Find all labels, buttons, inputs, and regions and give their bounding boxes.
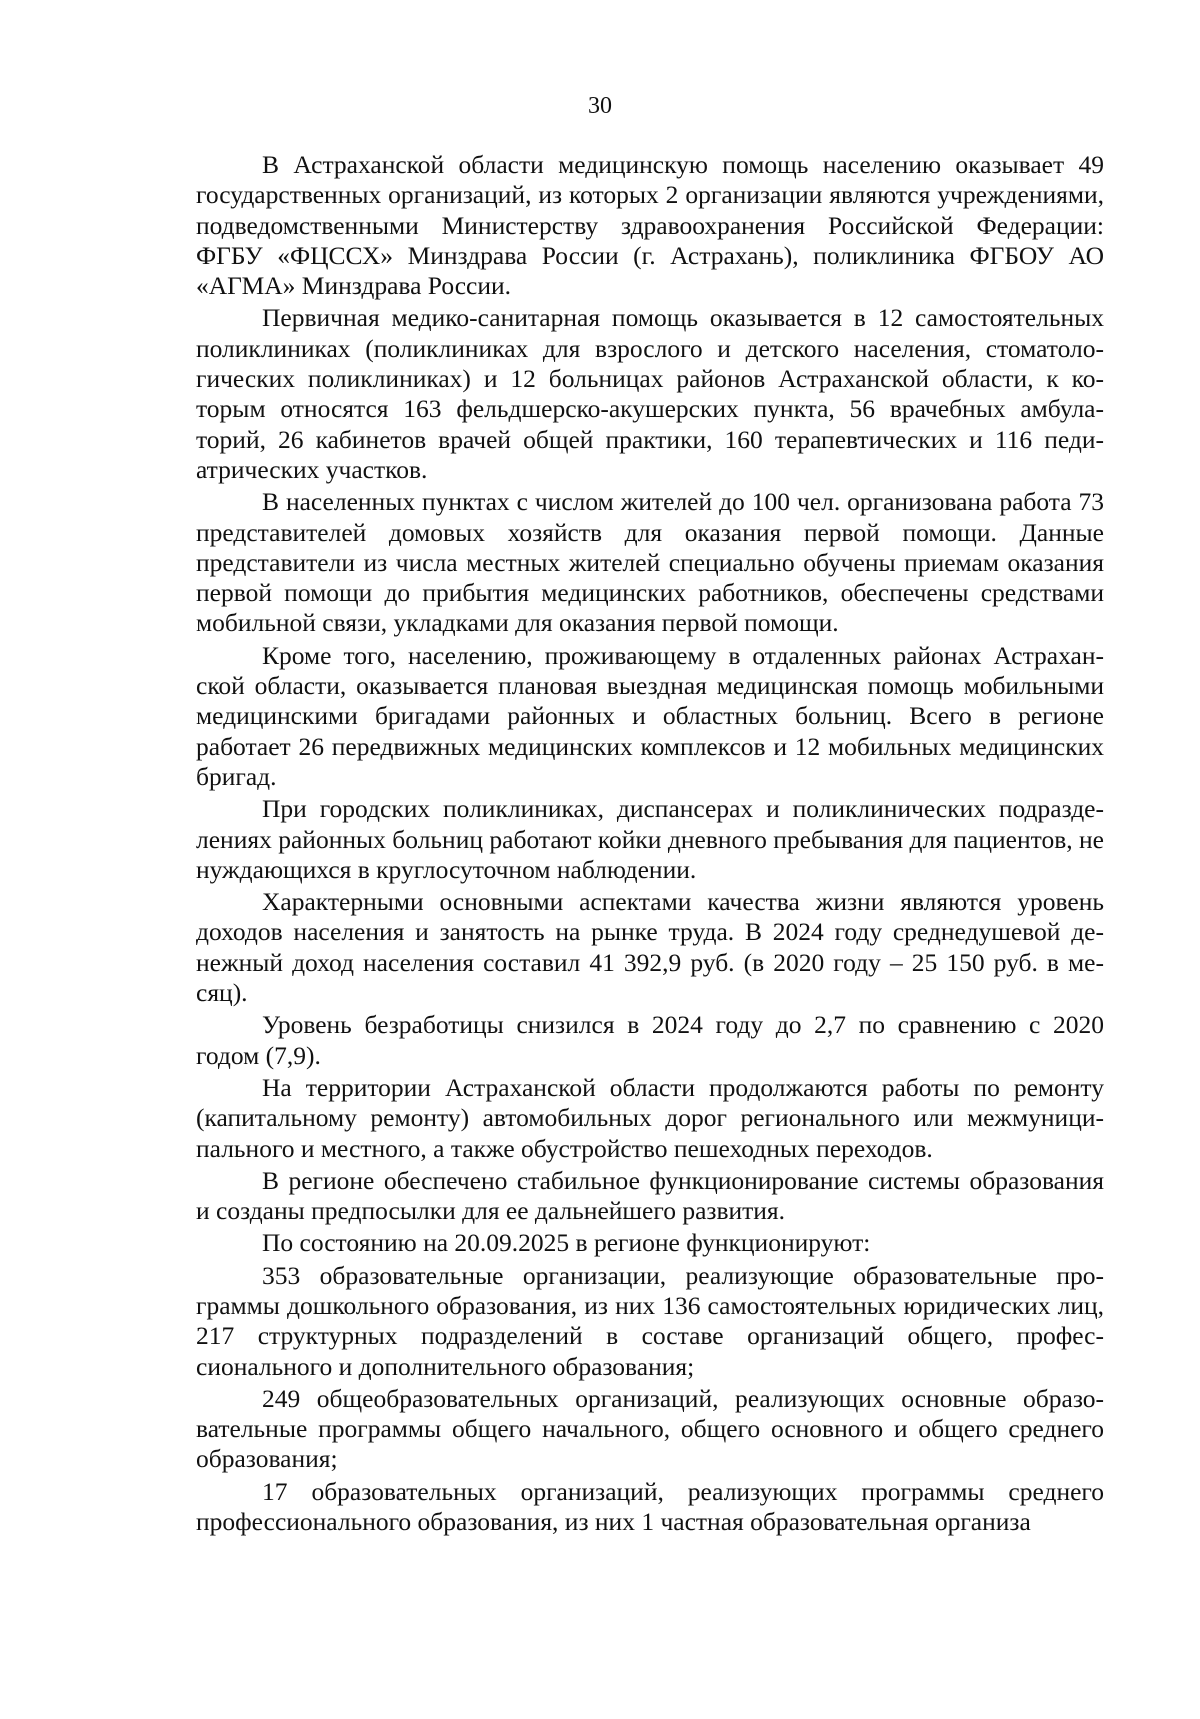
- paragraph-income: Характерными основными аспектами качества жизни являются уровень доходов населения и занятость на рынке труда. В 2024 году среднедушевой денежный доход населения составил 41 392,9 руб. (в 2020 году – 25 150 руб. в месяц).: [196, 887, 1104, 1008]
- paragraph-roads: На территории Астраханской области продолжаются работы по ремонту (капитальному ремонту) автомобильных дорог регионального или межмуниципального и местного, а также обустройство пешеходных переходов.: [196, 1072, 1104, 1163]
- paragraph-unemployment: Уровень безработицы снизился в 2024 году до 2,7 по сравнению с 2020 годом (7,9).: [196, 1010, 1104, 1070]
- paragraph-primary-care: Первичная медико-санитарная помощь оказывается в 12 самостоятельных поликлиниках (поликлиниках для взрослого и детского населения, стоматологических поликлиниках) и 12 больницах районов Астраханской области, к которым относятся 163 фельдшерско-акушерских пункта, 56 врачебных амбулаторий, 26 кабинетов врачей общей практики, 160 терапевтических и 116 педиатрических участков.: [196, 303, 1104, 484]
- paragraph-general-education: 249 общеобразовательных организаций, реализующих основные образовательные программы общего начального, общего основного и общего среднего образования;: [196, 1383, 1104, 1474]
- paragraph-day-hospital: При городских поликлиниках, диспансерах и поликлинических подразделениях районных больниц работают койки дневного пребывания для пациентов, не нуждающихся в круглосуточном наблюдении.: [196, 794, 1104, 884]
- page-number: 30: [588, 93, 612, 119]
- paragraph-mobile-brigades: Кроме того, населению, проживающему в отдаленных районах Астраханской области, оказывается плановая выездная медицинская помощь мобильными медицинскими бригадами районных и областных больниц. Всего в регионе работает 26 передвижных медицинских комплексов и 12 мобильных медицинских бригад.: [196, 640, 1104, 791]
- paragraph-as-of-date: По состоянию на 20.09.2025 в регионе функционируют:: [262, 1228, 871, 1258]
- document-body: [196, 150, 1104, 1539]
- paragraph-household-representatives: В населенных пунктах с числом жителей до 100 чел. организована работа 73 представителей домовых хозяйств для оказания первой помощи. Данные представители из числа местных жителей специально обучены приемам оказания первой помощи до прибытия медицинских работников, обеспечены средствами мобильной связи, укладками для оказания первой помощи.: [196, 487, 1104, 638]
- paragraph-preschool: 353 образовательные организации, реализующие образовательные программы дошкольного образования, из них 136 самостоятельных юридических лиц, 217 структурных подразделений в составе организаций общего, профессионального и дополнительного образования;: [196, 1260, 1104, 1381]
- paragraph-medical-organizations: В Астраханской области медицинскую помощь населению оказывает 49 государственных организаций, из которых 2 организации являются учреждениями, подведомственными Министерству здравоохранения Российской Федерации: ФГБУ «ФЦССХ» Минздрава России (г. Астрахань), поликлиника ФГБОУ АО «АГМА» Минздрава России.: [196, 150, 1104, 301]
- paragraph-education-system: В регионе обеспечено стабильное функционирование системы образования и созданы предпосылки для ее дальнейшего развития.: [196, 1165, 1104, 1226]
- paragraph-vocational: 17 образовательных организаций, реализующих программы среднего профессионального образования, из них 1 частная образовательная организа: [196, 1476, 1104, 1537]
